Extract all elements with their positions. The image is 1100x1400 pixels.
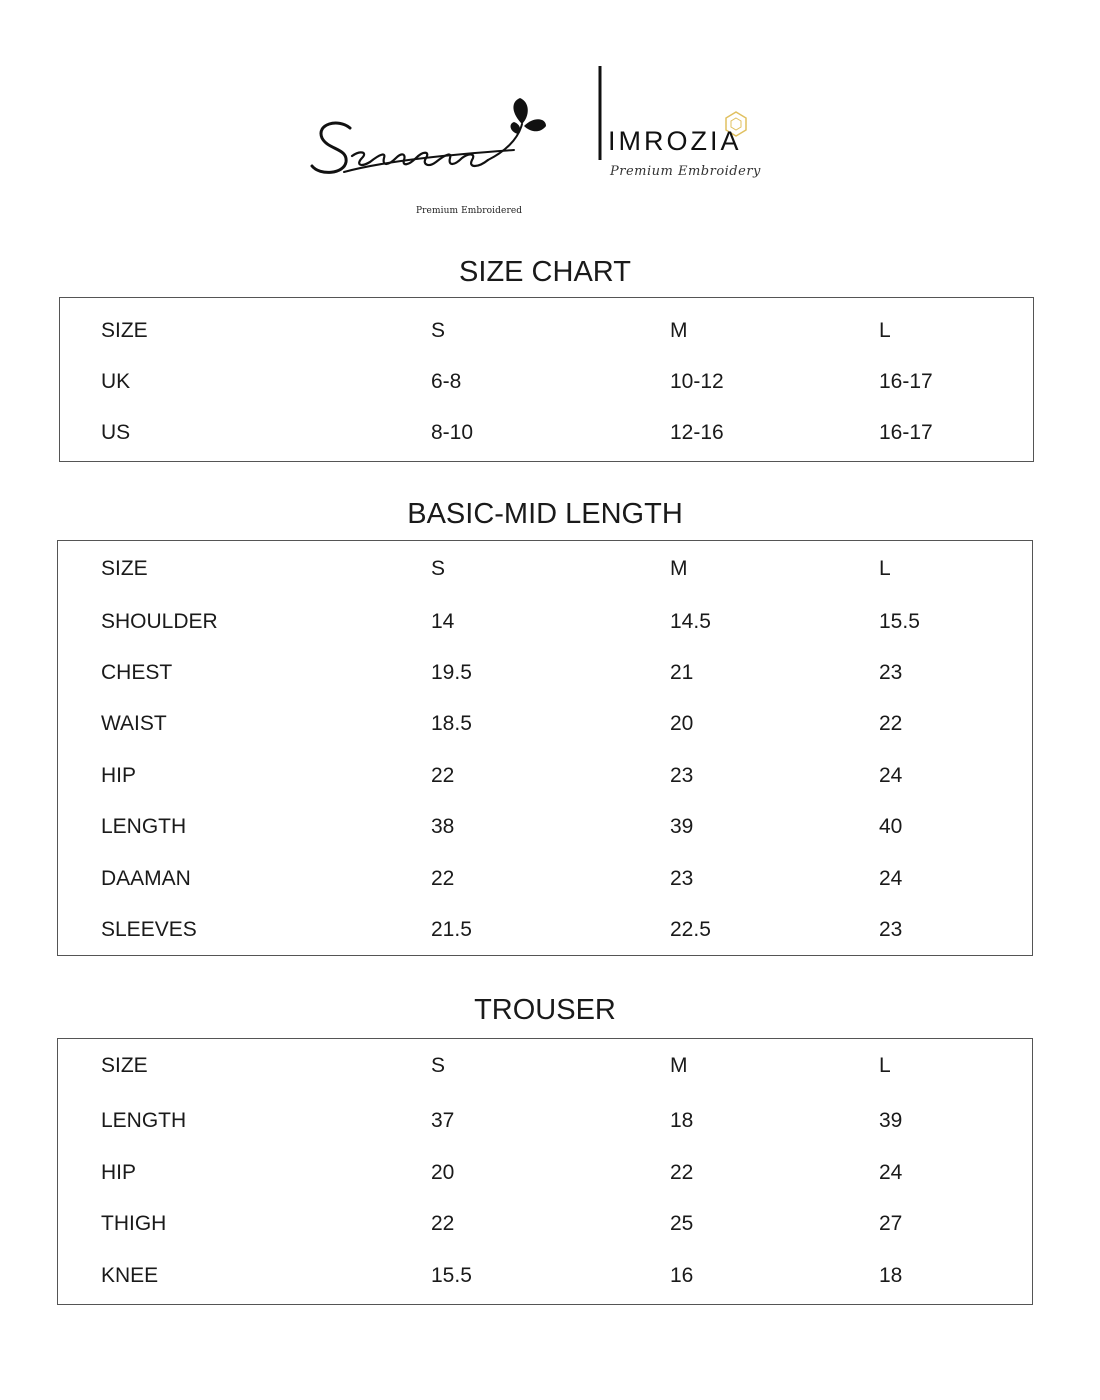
table-cell-size-s: 21.5 bbox=[431, 918, 472, 941]
table-header-label: SIZE bbox=[101, 319, 148, 342]
table-cell-label: SHOULDER bbox=[101, 610, 218, 633]
size-chart-title: SIZE CHART bbox=[459, 256, 631, 288]
imrozia-logo bbox=[596, 60, 776, 200]
table-cell-size-m: 25 bbox=[670, 1212, 694, 1235]
table-cell-size-m: 14.5 bbox=[670, 610, 711, 633]
table-cell-size-l: 15.5 bbox=[879, 610, 920, 633]
table-header-size-l: L bbox=[879, 557, 891, 580]
table-cell-size-l: 22 bbox=[879, 712, 903, 735]
table-cell-size-s: 18.5 bbox=[431, 712, 472, 735]
table-header-label: SIZE bbox=[101, 557, 148, 580]
table-cell-size-l: 24 bbox=[879, 867, 903, 890]
table-cell-size-l: 16-17 bbox=[879, 421, 933, 444]
basic-mid-length-table bbox=[57, 540, 1033, 956]
table-header-size-m: M bbox=[670, 1054, 688, 1077]
table-cell-size-m: 16 bbox=[670, 1264, 694, 1287]
table-cell-size-m: 10-12 bbox=[670, 370, 724, 393]
table-cell-label: WAIST bbox=[101, 712, 167, 735]
table-cell-size-s: 15.5 bbox=[431, 1264, 472, 1287]
basic-mid-length-title: BASIC-MID LENGTH bbox=[407, 498, 683, 530]
table-cell-label: LENGTH bbox=[101, 815, 187, 838]
table-header-size-l: L bbox=[879, 319, 891, 342]
table-cell-size-m: 22.5 bbox=[670, 918, 711, 941]
table-cell-size-l: 23 bbox=[879, 918, 903, 941]
table-cell-size-s: 14 bbox=[431, 610, 455, 633]
table-cell-label: CHEST bbox=[101, 661, 173, 684]
table-cell-size-s: 22 bbox=[431, 764, 455, 787]
trouser-title: TROUSER bbox=[474, 994, 616, 1026]
table-cell-size-l: 39 bbox=[879, 1109, 903, 1132]
table-header-size-s: S bbox=[431, 557, 446, 580]
table-cell-size-s: 22 bbox=[431, 867, 455, 890]
table-cell-size-m: 20 bbox=[670, 712, 694, 735]
table-cell-size-l: 24 bbox=[879, 764, 903, 787]
table-header-size-m: M bbox=[670, 557, 688, 580]
imrozia-wordmark: IMROZIA bbox=[608, 126, 742, 156]
table-cell-size-m: 23 bbox=[670, 867, 694, 890]
table-header-size-s: S bbox=[431, 319, 446, 342]
table-cell-size-l: 16-17 bbox=[879, 370, 933, 393]
table-cell-label: LENGTH bbox=[101, 1109, 187, 1132]
table-cell-size-m: 23 bbox=[670, 764, 694, 787]
table-cell-label: US bbox=[101, 421, 131, 444]
table-cell-size-s: 22 bbox=[431, 1212, 455, 1235]
table-cell-size-s: 38 bbox=[431, 815, 455, 838]
table-cell-size-m: 12-16 bbox=[670, 421, 724, 444]
brand-logos bbox=[300, 60, 780, 216]
table-cell-size-l: 23 bbox=[879, 661, 903, 684]
table-cell-size-l: 24 bbox=[879, 1161, 903, 1184]
table-header-label: SIZE bbox=[101, 1054, 148, 1077]
table-header-size-s: S bbox=[431, 1054, 446, 1077]
table-cell-size-s: 37 bbox=[431, 1109, 455, 1132]
table-cell-size-s: 19.5 bbox=[431, 661, 472, 684]
table-cell-label: UK bbox=[101, 370, 131, 393]
table-cell-size-m: 22 bbox=[670, 1161, 694, 1184]
table-cell-size-m: 21 bbox=[670, 661, 694, 684]
table-cell-size-l: 27 bbox=[879, 1212, 903, 1235]
table-cell-label: HIP bbox=[101, 764, 137, 787]
table-cell-size-s: 6-8 bbox=[431, 370, 462, 393]
serene-tagline: Premium Embroidered bbox=[416, 206, 523, 216]
table-cell-size-l: 18 bbox=[879, 1264, 903, 1287]
table-cell-label: DAAMAN bbox=[101, 867, 191, 890]
table-cell-size-m: 39 bbox=[670, 815, 694, 838]
table-cell-size-s: 8-10 bbox=[431, 421, 474, 444]
table-cell-label: HIP bbox=[101, 1161, 137, 1184]
serene-logo bbox=[308, 96, 548, 216]
table-cell-label: KNEE bbox=[101, 1264, 159, 1287]
table-cell-size-m: 18 bbox=[670, 1109, 694, 1132]
table-cell-label: THIGH bbox=[101, 1212, 167, 1235]
imrozia-tagline: Premium Embroidery bbox=[610, 164, 761, 179]
table-header-size-m: M bbox=[670, 319, 688, 342]
table-cell-label: SLEEVES bbox=[101, 918, 197, 941]
serene-script-icon bbox=[308, 96, 548, 196]
table-cell-size-s: 20 bbox=[431, 1161, 455, 1184]
table-header-size-l: L bbox=[879, 1054, 891, 1077]
table-cell-size-l: 40 bbox=[879, 815, 903, 838]
